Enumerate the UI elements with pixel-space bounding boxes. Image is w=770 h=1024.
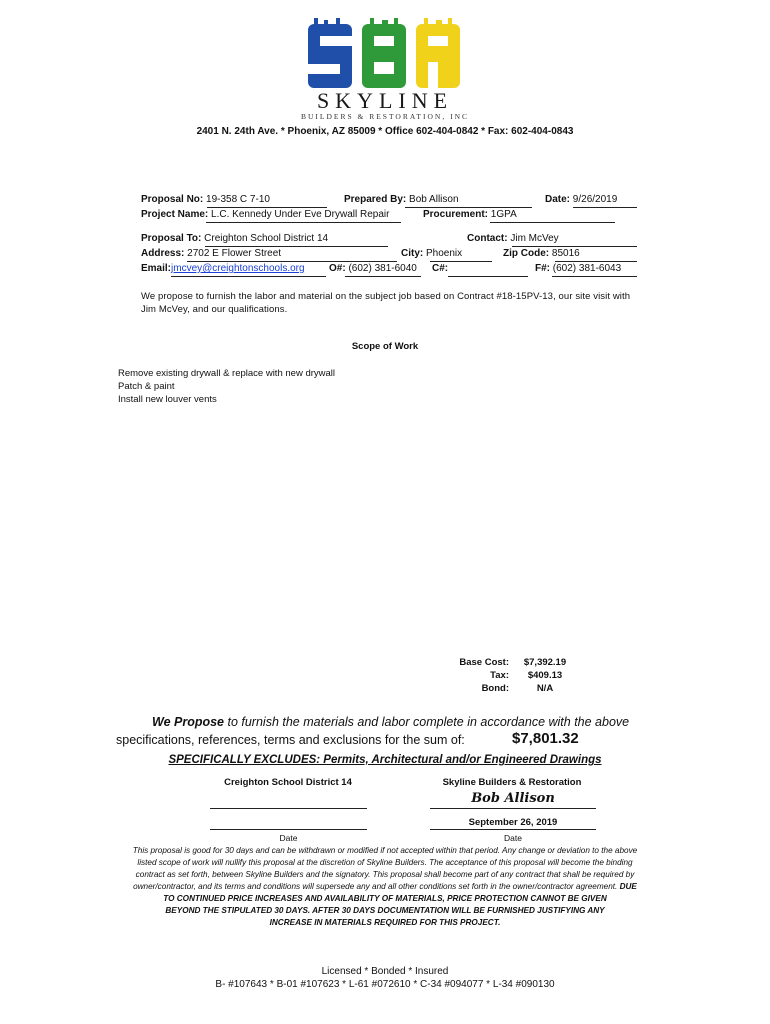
terms-line: listed scope of work will nullify this proposal at the discretion of Skyline Builders. The acceptance of this proposal will become the binding bbox=[137, 858, 633, 867]
company-org-name: Skyline Builders & Restoration bbox=[442, 777, 582, 788]
company-signature-line bbox=[430, 808, 596, 809]
logo-letter-b bbox=[362, 18, 406, 88]
intro-line: We propose to furnish the labor and material on the subject job based on Contract #18-15PV-13, our site visit with bbox=[141, 291, 631, 302]
client-signature-line[interactable] bbox=[210, 808, 367, 809]
base-cost-label: Base Cost: bbox=[459, 657, 509, 668]
underline bbox=[405, 207, 532, 208]
address-field bbox=[141, 248, 281, 259]
terms-line bbox=[90, 881, 680, 893]
zip-code-value: 85016 bbox=[551, 248, 580, 259]
date-field bbox=[545, 194, 617, 205]
base-cost-value: $7,392.19 bbox=[523, 657, 567, 668]
underline bbox=[490, 222, 615, 223]
terms-text: owner/contractor, and its terms and conditions will supersede any and all other conditions set forth in the owner/contractor agreement. bbox=[133, 882, 618, 891]
sbr-logo-graphic bbox=[300, 18, 470, 90]
company-sign-date: September 26, 2019 bbox=[468, 817, 558, 828]
project-name-field bbox=[141, 209, 389, 220]
we-propose-text: to furnish the materials and labor complete in accordance with the above bbox=[224, 715, 630, 729]
bond-label: Bond: bbox=[481, 683, 509, 694]
fax-field bbox=[535, 263, 621, 274]
email-field bbox=[141, 263, 305, 274]
footer-licensed: Licensed * Bonded * Insured bbox=[321, 966, 449, 977]
zip-code-label: Zip Code: bbox=[503, 248, 550, 259]
office-phone-label: O#: bbox=[329, 263, 346, 274]
zip-code-field bbox=[503, 248, 580, 259]
address-value: 2702 E Flower Street bbox=[187, 248, 282, 259]
underline bbox=[430, 261, 492, 262]
logo-wordmark: SKYLINE bbox=[316, 88, 454, 113]
client-date-line[interactable] bbox=[210, 829, 367, 830]
underline bbox=[512, 246, 637, 247]
terms-bold-line: INCREASE IN MATERIALS REQUIRED FOR THIS PROJECT. bbox=[269, 918, 501, 927]
underline bbox=[206, 222, 401, 223]
procurement-label: Procurement: bbox=[423, 209, 489, 220]
scope-title: Scope of Work bbox=[351, 341, 419, 352]
contact-label: Contact: bbox=[467, 233, 508, 244]
city-field bbox=[401, 248, 462, 259]
scope-item: Install new louver vents bbox=[118, 394, 217, 405]
prepared-by-value: Bob Allison bbox=[409, 194, 459, 205]
propose-line-2: specifications, references, terms and exclusions for the sum of: bbox=[116, 733, 465, 747]
client-date-label: Date bbox=[279, 833, 298, 843]
proposal-number-label: Proposal No: bbox=[141, 194, 204, 205]
scope-list bbox=[118, 367, 335, 406]
fax-value: (602) 381-6043 bbox=[552, 263, 622, 274]
company-logo bbox=[300, 18, 470, 122]
project-name-label: Project Name: bbox=[141, 209, 209, 220]
terms-bold-line: BEYOND THE STIPULATED 30 DAYS. AFTER 30 DAYS DOCUMENTATION WILL BE FURNISHED JUSTIFYING ANY bbox=[165, 906, 605, 915]
underline bbox=[205, 246, 388, 247]
cell-phone-field bbox=[432, 263, 448, 274]
company-signature: Bob Allison bbox=[471, 791, 555, 806]
company-address-line: 2401 N. 24th Ave. * Phoenix, AZ 85009 * Office 602-404-0842 * Fax: 602-404-0843 bbox=[196, 126, 574, 137]
cell-phone-label: C#: bbox=[432, 263, 449, 274]
proposal-to-field bbox=[141, 233, 328, 244]
terms-line: contract as set forth, between Skyline Builders and the signatory. This proposal shall become part of any contract that shall be required by bbox=[135, 870, 635, 879]
city-value: Phoenix bbox=[426, 248, 463, 259]
date-value: 9/26/2019 bbox=[572, 194, 618, 205]
scope-item: Remove existing drywall & replace with new drywall bbox=[118, 368, 336, 379]
company-date-line bbox=[430, 829, 596, 830]
client-org-name: Creighton School District 14 bbox=[224, 777, 352, 788]
bond-value: N/A bbox=[536, 683, 554, 694]
cost-labels bbox=[440, 656, 509, 695]
terms-block bbox=[90, 845, 680, 929]
footer-license-numbers: B- #107643 * B-01 #107623 * L-61 #072610 * C-34 #094077 * L-34 #090130 bbox=[215, 979, 555, 990]
underline bbox=[207, 207, 327, 208]
address-label: Address: bbox=[141, 248, 185, 259]
intro-line: Jim McVey, and our qualifications. bbox=[141, 304, 288, 315]
cost-values bbox=[515, 656, 575, 695]
city-label: City: bbox=[401, 248, 424, 259]
proposal-sum: $7,801.32 bbox=[512, 730, 579, 747]
prepared-by-field bbox=[344, 194, 459, 205]
underline bbox=[552, 276, 637, 277]
scope-item: Patch & paint bbox=[118, 381, 175, 392]
office-phone-field bbox=[329, 263, 417, 274]
terms-bold-line: TO CONTINUED PRICE INCREASES AND AVAILABILITY OF MATERIALS, PRICE PROTECTION CANNOT BE GIVEN bbox=[163, 894, 607, 903]
proposal-to-label: Proposal To: bbox=[141, 233, 202, 244]
procurement-value: 1GPA bbox=[490, 209, 517, 220]
exclusions-line: SPECIFICALLY EXCLUDES: Permits, Architectural and/or Engineered Drawings bbox=[168, 754, 602, 766]
tax-value: $409.13 bbox=[527, 670, 563, 681]
underline bbox=[573, 207, 637, 208]
we-propose-line bbox=[152, 715, 629, 729]
proposal-to-value: Creighton School District 14 bbox=[204, 233, 329, 244]
proposal-number-value: 19-358 C 7-10 bbox=[206, 194, 270, 205]
prepared-by-label: Prepared By: bbox=[344, 194, 407, 205]
logo-letter-s bbox=[308, 18, 352, 88]
contact-field bbox=[467, 233, 559, 244]
we-propose-lead: We Propose bbox=[152, 715, 225, 729]
terms-due: DUE bbox=[617, 882, 637, 891]
email-link[interactable]: jmcvey@creightonschools.org bbox=[171, 263, 305, 274]
contact-value: Jim McVey bbox=[510, 233, 559, 244]
underline bbox=[187, 261, 397, 262]
company-date-label: Date bbox=[504, 833, 522, 843]
intro-paragraph bbox=[141, 291, 630, 315]
underline bbox=[555, 261, 637, 262]
underline bbox=[448, 276, 528, 277]
office-phone-value: (602) 381-6040 bbox=[348, 263, 417, 274]
procurement-field bbox=[423, 209, 517, 220]
email-label: Email: bbox=[141, 263, 172, 274]
logo-subtitle: BUILDERS & RESTORATION, INC bbox=[300, 112, 470, 121]
fax-label: F#: bbox=[535, 263, 550, 274]
tax-label: Tax: bbox=[490, 670, 509, 681]
project-name-value: L.C. Kennedy Under Eve Drywall Repair bbox=[211, 209, 390, 220]
underline bbox=[345, 276, 421, 277]
logo-letter-r bbox=[416, 18, 460, 88]
date-label: Date: bbox=[545, 194, 571, 205]
underline bbox=[171, 276, 326, 277]
proposal-number-field bbox=[141, 194, 270, 205]
terms-line: This proposal is good for 30 days and can be withdrawn or modified if not accepted within that period. Any change or deviation to the above bbox=[132, 846, 638, 855]
